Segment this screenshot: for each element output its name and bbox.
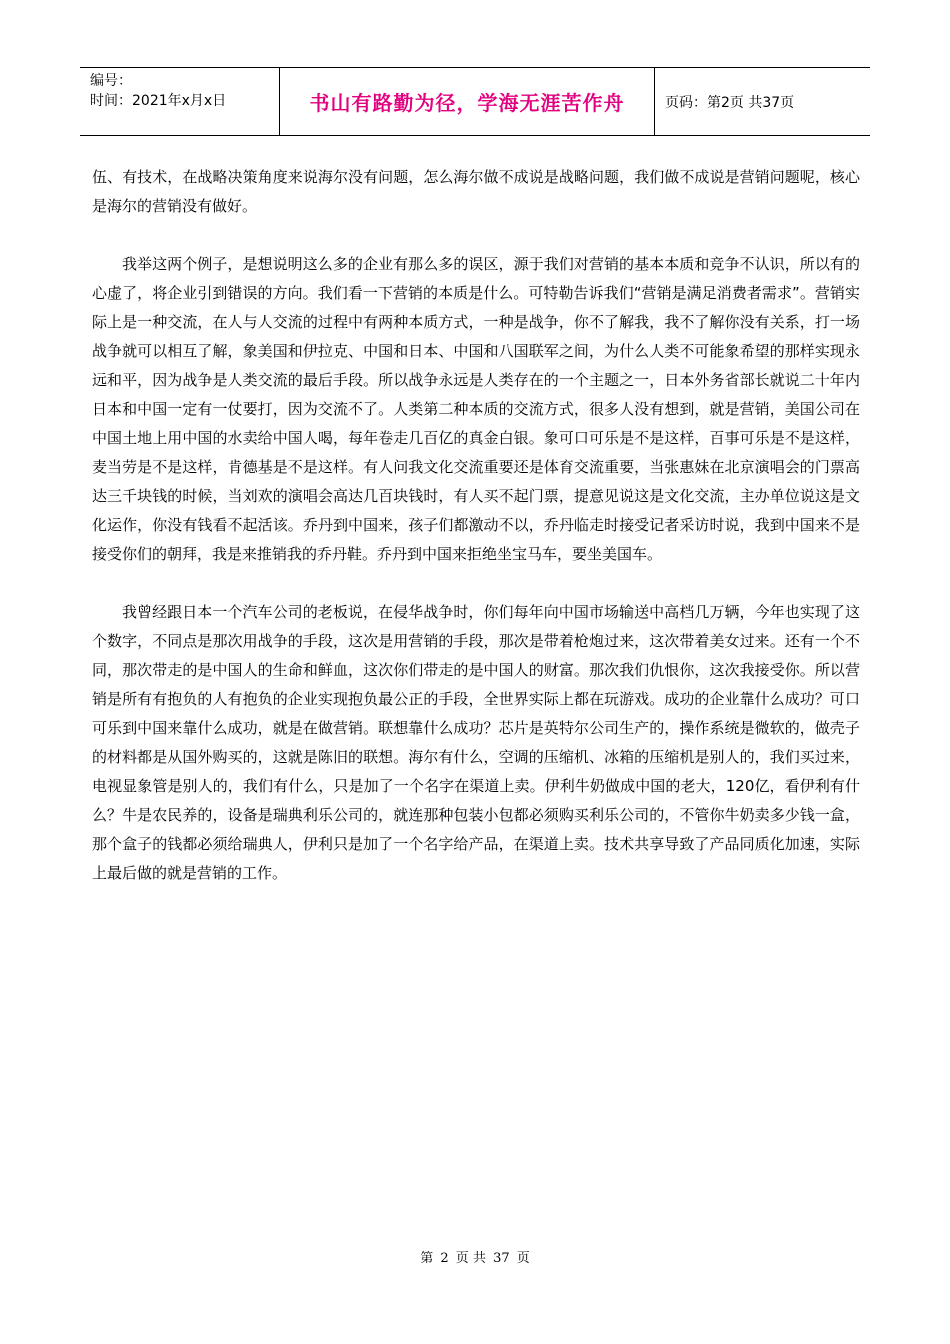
header-page-info: 页码：第2页 共37页	[665, 94, 795, 111]
footer-middle: 页 共	[455, 1251, 486, 1266]
header-motto: 书山有路勤为径，学海无涯苦作舟	[309, 91, 625, 115]
header-table	[80, 67, 870, 136]
page-footer	[0, 1247, 950, 1266]
paragraph: 伍、有技术，在战略决策角度来说海尔没有问题，怎么海尔做不成说是战略问题，我们做不成说是营销问题呢，核心是海尔的营销没有做好。	[92, 168, 860, 215]
document-body	[92, 163, 860, 917]
paragraph: 我曾经跟日本一个汽车公司的老板说，在侵华战争时，你们每年向中国市场输送中高档几万辆，今年也实现了这个数字，不同点是那次用战争的手段，这次是用营销的手段，那次是带着枪炮过来，这次带着美女过来。还有一个不同，那次带走的是中国人的生命和鲜血，这次你们带走的是中国人的财富。那次我们仇恨你，这次我接受你。所以营销是所有有抱负的人有抱负的企业实现抱负最公正的手段，全世界实际上都在玩游戏。成功的企业靠什么成功？可口可乐到中国来靠什么成功，就是在做营销。联想靠什么成功？芯片是英特尔公司生产的，操作系统是微软的，做壳子的材料都是从国外购买的，这就是陈旧的联想。海尔有什么，空调的压缩机、冰箱的压缩机是别人的，我们买过来，电视显象管是别人的，我们有什么，只是加了一个名字在渠道上卖。伊利牛奶做成中国的老大，120亿，看伊利有什么？牛是农民养的，设备是瑞典利乐公司的，就连那种包装小包都必须购买利乐公司的，不管你牛奶卖多少钱一盒，那个盒子的钱都必须给瑞典人，伊利只是加了一个名字给产品，在渠道上卖。技术共享导致了产品同质化加速，实际上最后做的就是营销的工作。	[92, 603, 860, 882]
document-date: 时间：2021年x月x日	[90, 93, 227, 109]
footer-prefix: 第	[420, 1251, 434, 1266]
footer-total-pages: 37	[493, 1251, 510, 1266]
paragraph: 我举这两个例子，是想说明这么多的企业有那么多的误区，源于我们对营销的基本本质和竞争不认识，所以有的心虚了，将企业引到错误的方向。我们看一下营销的本质是什么。可特勒告诉我们“营销是满足消费者需求”。营销实际上是一种交流，在人与人交流的过程中有两种本质方式，一种是战争，你不了解我，我不了解你没有关系，打一场战争就可以相互了解，象美国和伊拉克、中国和日本、中国和八国联军之间，为什么人类不可能象希望的那样实现永远和平，因为战争是人类交流的最后手段。所以战争永远是人类存在的一个主题之一，日本外务省部长就说二十年内日本和中国一定有一仗要打，因为交流不了。人类第二种本质的交流方式，很多人没有想到，就是营销，美国公司在中国土地上用中国的水卖给中国人喝，每年卷走几百亿的真金白银。象可口可乐是不是这样，百事可乐是不是这样，麦当劳是不是这样，肯德基是不是这样。有人问我文化交流重要还是体育交流重要，当张惠妹在北京演唱会的门票高达三千块钱的时候，当刘欢的演唱会高达几百块钱时，有人买不起门票，提意见说这是文化交流，主办单位说这是文化运作，你没有钱看不起活该。乔丹到中国来，孩子们都激动不以，乔丹临走时接受记者采访时说，我到中国来不是接受你们的朝拜，我是来推销我的乔丹鞋。乔丹到中国来拒绝坐宝马车，要坐美国车。	[92, 255, 860, 563]
footer-suffix: 页	[516, 1251, 530, 1266]
header-page-cell	[655, 68, 870, 135]
document-number-label: 编号：	[90, 73, 132, 89]
footer-current-page: 2	[440, 1251, 449, 1266]
header-motto-cell	[280, 68, 655, 135]
header-meta-cell	[80, 68, 280, 135]
